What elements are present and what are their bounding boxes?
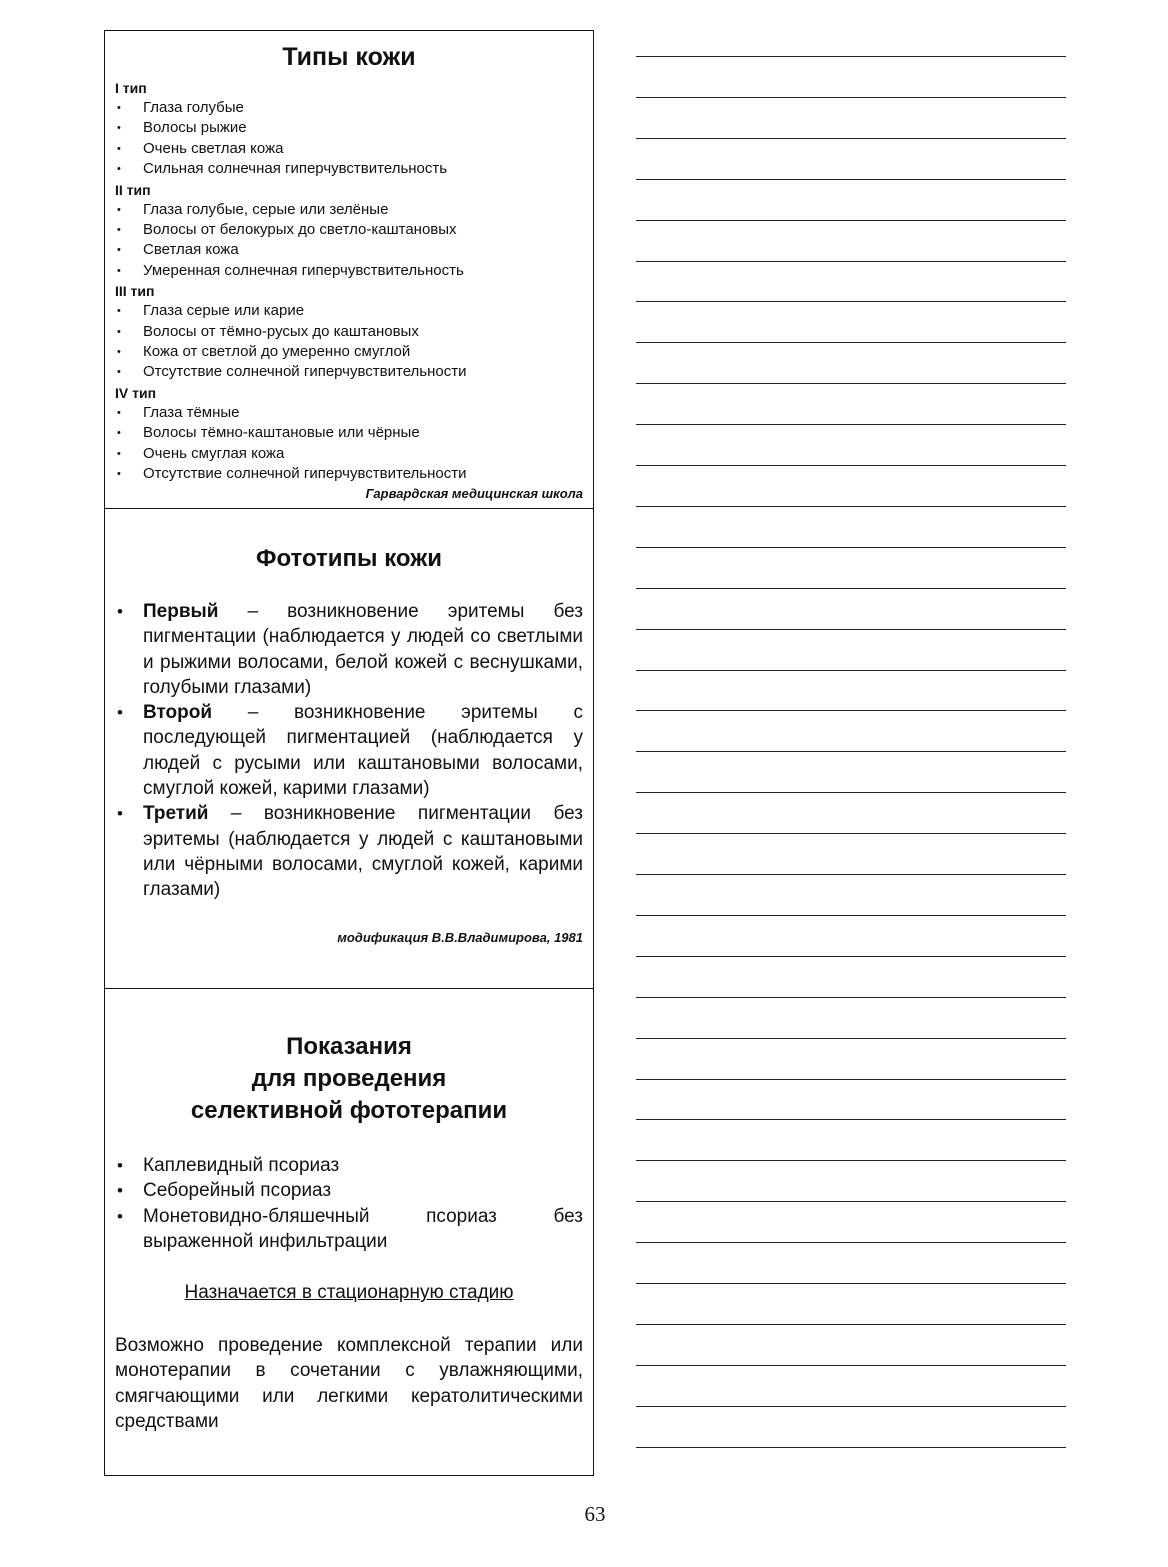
ruled-line [636, 670, 1066, 671]
ruled-line [636, 1365, 1066, 1366]
section-title-indications [115, 1031, 583, 1127]
ruled-line [636, 1324, 1066, 1325]
type-block [115, 78, 583, 180]
type-heading: II тип [115, 181, 151, 198]
list-item: • Очень смуглая кожа [115, 444, 583, 464]
ruled-line [636, 506, 1066, 507]
list-item: • Себорейный псориаз [115, 1178, 583, 1203]
content-column [104, 30, 594, 1476]
skin-types-section [105, 31, 593, 509]
ruled-line [636, 874, 1066, 875]
ruled-line [636, 833, 1066, 834]
section-title-phototypes: Фототипы кожи [255, 545, 443, 572]
term: Третий [143, 803, 209, 825]
type-block [115, 281, 583, 383]
source-credit: Гарвардская медицинская школа [365, 485, 583, 501]
list-item: • Каплевидный псориаз [115, 1153, 583, 1178]
list-item: • Волосы рыжие [115, 118, 583, 138]
indication-list [115, 1153, 583, 1254]
ruled-line [636, 56, 1066, 57]
type-list [115, 98, 583, 180]
ruled-line [636, 138, 1066, 139]
ruled-line [636, 301, 1066, 302]
list-item: • Сильная солнечная гиперчувствительность [115, 159, 583, 179]
list-item: • Кожа от светлой до умеренно смуглой [115, 342, 583, 362]
ruled-line [636, 588, 1066, 589]
ruled-line [636, 179, 1066, 180]
ruled-line [636, 997, 1066, 998]
ruled-line [636, 1242, 1066, 1243]
indications-section [105, 989, 593, 1477]
type-block [115, 180, 583, 282]
list-item: • Волосы тёмно-каштановые или чёрные [115, 423, 583, 443]
definition: – возникновение пигментации без эритемы (наблюдается у людей с каштановыми или чёрными волосами, смуглой кожей, карими глазами) [143, 803, 583, 901]
definition: – возникновение эритемы с последующей пигментацией (наблюдается у людей с русыми или каштановыми волосами, смуглой кожей, карими глазами) [143, 702, 583, 800]
ruled-note-lines [636, 0, 1066, 1480]
stage-note: Назначается в стационарную стадию [184, 1282, 514, 1304]
ruled-line [636, 956, 1066, 957]
type-block [115, 383, 583, 485]
ruled-line [636, 1406, 1066, 1407]
list-item: • Глаза тёмные [115, 403, 583, 423]
list-item: • Умеренная солнечная гиперчувствительность [115, 261, 583, 281]
list-item [115, 599, 583, 700]
list-item: • Глаза голубые [115, 98, 583, 118]
ruled-line [636, 1119, 1066, 1120]
term: Второй [143, 702, 213, 724]
page-number: 63 [584, 1502, 606, 1526]
ruled-line [636, 465, 1066, 466]
list-item: • Волосы от белокурых до светло-каштановых [115, 220, 583, 240]
source-credit: модификация В.В.Владимирова, 1981 [337, 929, 583, 945]
definition: – возникновение эритемы без пигментации (наблюдается у людей со светлыми и рыжими волосами, белой кожей с веснушками, голубыми глазами) [143, 601, 583, 698]
list-item [115, 801, 583, 902]
list-item: • Глаза голубые, серые или зелёные [115, 200, 583, 220]
type-heading: IV тип [115, 384, 157, 401]
phototypes-section [105, 509, 593, 989]
ruled-line [636, 751, 1066, 752]
list-item [115, 700, 583, 801]
therapy-paragraph: Возможно проведение комплексной терапии или монотерапии в сочетании с увлажняющими, смягчающими или легкими кератолитическими средствами [115, 1335, 583, 1433]
type-heading: I тип [115, 80, 147, 96]
list-item: • Отсутствие солнечной гиперчувствительности [115, 362, 583, 382]
ruled-line [636, 915, 1066, 916]
ruled-line [636, 261, 1066, 262]
ruled-line [636, 1447, 1066, 1448]
list-item: • Монетовидно-бляшечный псориаз без выраженной инфильтрации [115, 1204, 583, 1255]
list-item: • Волосы от тёмно-русых до каштановых [115, 322, 583, 342]
ruled-line [636, 1038, 1066, 1039]
phototype-list [115, 599, 583, 903]
type-heading: III тип [115, 283, 155, 300]
type-list [115, 301, 583, 383]
ruled-line [636, 1079, 1066, 1080]
ruled-line [636, 342, 1066, 343]
ruled-line [636, 1201, 1066, 1202]
ruled-line [636, 383, 1066, 384]
ruled-line [636, 547, 1066, 548]
ruled-line [636, 1283, 1066, 1284]
list-item: • Глаза серые или карие [115, 301, 583, 321]
list-item: • Очень светлая кожа [115, 139, 583, 159]
ruled-line [636, 710, 1066, 711]
type-list [115, 403, 583, 485]
list-item: • Светлая кожа [115, 240, 583, 260]
ruled-line [636, 220, 1066, 221]
term: Первый [143, 601, 219, 622]
title-line: Показания [286, 1033, 412, 1060]
ruled-line [636, 97, 1066, 98]
type-list [115, 200, 583, 282]
title-line: селективной фототерапии [190, 1097, 508, 1124]
title-line: для проведения [251, 1065, 447, 1092]
section-title-skin-types: Типы кожи [282, 43, 416, 71]
ruled-line [636, 792, 1066, 793]
list-item: • Отсутствие солнечной гиперчувствительности [115, 464, 583, 484]
ruled-line [636, 1160, 1066, 1161]
ruled-line [636, 424, 1066, 425]
ruled-line [636, 629, 1066, 630]
